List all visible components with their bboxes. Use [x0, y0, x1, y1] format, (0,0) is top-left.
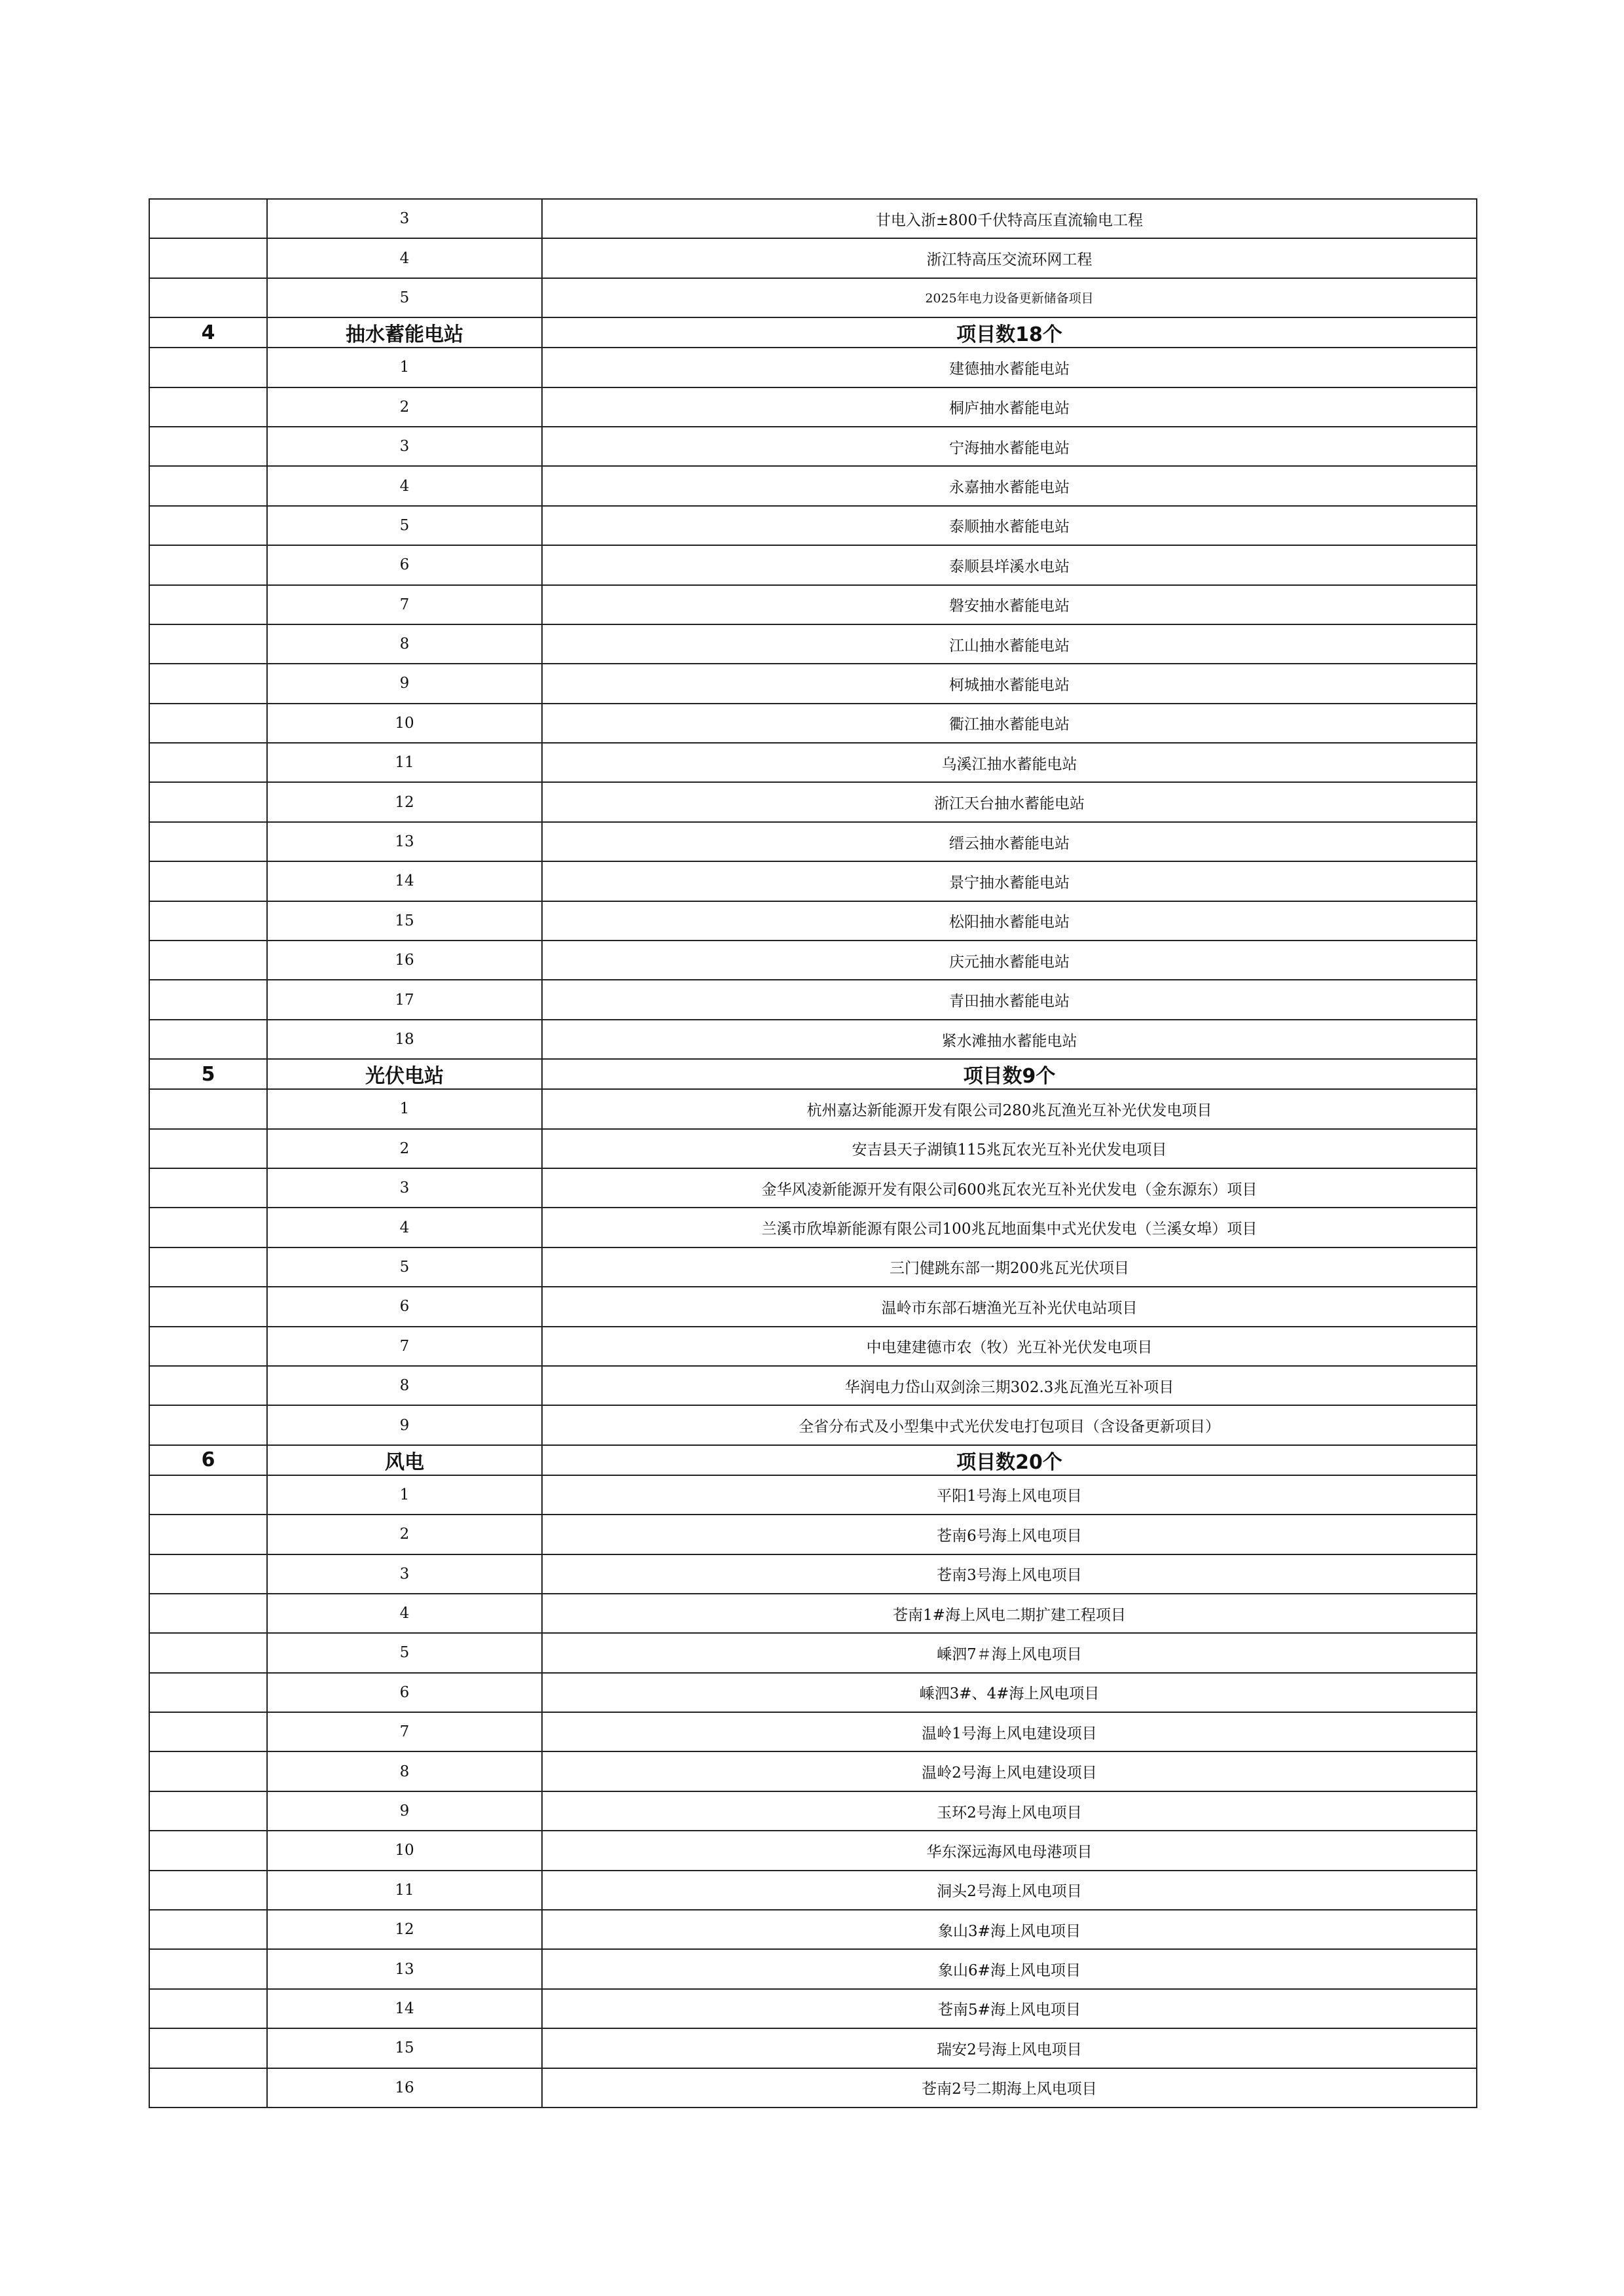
row-index-cell — [149, 238, 267, 278]
project-name: 华东深远海风电母港项目 — [542, 1831, 1477, 1870]
row-number: 15 — [267, 901, 542, 941]
section-category: 光伏电站 — [267, 1059, 542, 1089]
project-table-body — [149, 199, 1477, 2108]
table-row — [149, 861, 1477, 901]
project-name: 衢江抽水蓄能电站 — [542, 704, 1477, 743]
project-name: 青田抽水蓄能电站 — [542, 980, 1477, 1019]
row-number: 5 — [267, 278, 542, 317]
project-name: 浙江特高压交流环网工程 — [542, 238, 1477, 278]
row-index-cell — [149, 664, 267, 703]
table-row — [149, 2028, 1477, 2068]
table-row — [149, 941, 1477, 980]
section-index: 4 — [149, 317, 267, 348]
project-name: 泰顺县垟溪水电站 — [542, 545, 1477, 584]
row-index-cell — [149, 1405, 267, 1444]
row-index-cell — [149, 1910, 267, 1949]
project-name: 永嘉抽水蓄能电站 — [542, 466, 1477, 505]
row-index-cell — [149, 278, 267, 317]
project-name: 象山3#海上风电项目 — [542, 1910, 1477, 1949]
project-name: 象山6#海上风电项目 — [542, 1949, 1477, 1988]
project-name: 嵊泗7＃海上风电项目 — [542, 1633, 1477, 1672]
row-number: 18 — [267, 1020, 542, 1059]
row-index-cell — [149, 1129, 267, 1168]
row-number: 4 — [267, 1208, 542, 1247]
row-number: 3 — [267, 199, 542, 238]
project-name: 江山抽水蓄能电站 — [542, 624, 1477, 664]
section-index: 6 — [149, 1445, 267, 1475]
row-index-cell — [149, 624, 267, 664]
table-row — [149, 1633, 1477, 1672]
table-row — [149, 585, 1477, 624]
row-number: 11 — [267, 743, 542, 782]
section-project-count: 项目数9个 — [542, 1059, 1477, 1089]
row-number: 16 — [267, 2068, 542, 2108]
row-number: 8 — [267, 1751, 542, 1791]
project-name: 泰顺抽水蓄能电站 — [542, 506, 1477, 545]
project-name: 柯城抽水蓄能电站 — [542, 664, 1477, 703]
row-number: 9 — [267, 664, 542, 703]
row-number: 13 — [267, 1949, 542, 1988]
row-index-cell — [149, 861, 267, 901]
project-name: 嵊泗3#、4#海上风电项目 — [542, 1673, 1477, 1712]
row-index-cell — [149, 1831, 267, 1870]
row-number: 3 — [267, 1168, 542, 1208]
project-name: 温岭1号海上风电建设项目 — [542, 1712, 1477, 1751]
row-index-cell — [149, 2028, 267, 2068]
row-index-cell — [149, 822, 267, 861]
project-name: 杭州嘉达新能源开发有限公司280兆瓦渔光互补光伏发电项目 — [542, 1089, 1477, 1128]
table-row — [149, 1020, 1477, 1059]
row-number: 15 — [267, 2028, 542, 2068]
table-row — [149, 1129, 1477, 1168]
project-name: 瑞安2号海上风电项目 — [542, 2028, 1477, 2068]
row-number: 5 — [267, 1633, 542, 1672]
row-number: 7 — [267, 1712, 542, 1751]
row-index-cell — [149, 1366, 267, 1405]
row-index-cell — [149, 1515, 267, 1554]
row-number: 2 — [267, 387, 542, 427]
table-row — [149, 664, 1477, 703]
row-index-cell — [149, 1712, 267, 1751]
table-row — [149, 1168, 1477, 1208]
row-index-cell — [149, 1475, 267, 1515]
row-number: 13 — [267, 822, 542, 861]
project-name: 2025年电力设备更新储备项目 — [542, 278, 1477, 317]
row-number: 3 — [267, 1554, 542, 1594]
row-number: 11 — [267, 1871, 542, 1910]
row-index-cell — [149, 1287, 267, 1326]
row-index-cell — [149, 941, 267, 980]
row-index-cell — [149, 743, 267, 782]
row-index-cell — [149, 1673, 267, 1712]
table-row — [149, 624, 1477, 664]
section-project-count: 项目数18个 — [542, 317, 1477, 348]
table-row — [149, 1515, 1477, 1554]
table-row — [149, 427, 1477, 466]
row-index-cell — [149, 1208, 267, 1247]
table-row — [149, 1208, 1477, 1247]
project-name: 宁海抽水蓄能电站 — [542, 427, 1477, 466]
row-number: 1 — [267, 1089, 542, 1128]
table-row — [149, 1089, 1477, 1128]
table-row — [149, 704, 1477, 743]
row-index-cell — [149, 980, 267, 1019]
table-row — [149, 1366, 1477, 1405]
project-name: 金华风凌新能源开发有限公司600兆瓦农光互补光伏发电（金东源东）项目 — [542, 1168, 1477, 1208]
table-row — [149, 238, 1477, 278]
table-row — [149, 743, 1477, 782]
row-number: 4 — [267, 466, 542, 505]
row-index-cell — [149, 466, 267, 505]
section-header-row — [149, 317, 1477, 348]
row-index-cell — [149, 1751, 267, 1791]
row-number: 3 — [267, 427, 542, 466]
row-index-cell — [149, 1594, 267, 1633]
table-row — [149, 2068, 1477, 2108]
row-index-cell — [149, 1871, 267, 1910]
section-header-row — [149, 1059, 1477, 1089]
row-index-cell — [149, 704, 267, 743]
table-row — [149, 1673, 1477, 1712]
project-name: 平阳1号海上风电项目 — [542, 1475, 1477, 1515]
row-number: 4 — [267, 238, 542, 278]
project-name: 景宁抽水蓄能电站 — [542, 861, 1477, 901]
row-number: 2 — [267, 1129, 542, 1168]
table-row — [149, 1831, 1477, 1870]
table-row — [149, 1594, 1477, 1633]
table-row — [149, 1247, 1477, 1287]
row-index-cell — [149, 2068, 267, 2108]
table-row — [149, 1712, 1477, 1751]
row-index-cell — [149, 1168, 267, 1208]
row-index-cell — [149, 1633, 267, 1672]
row-index-cell — [149, 1327, 267, 1366]
table-row — [149, 1475, 1477, 1515]
table-row — [149, 1871, 1477, 1910]
row-index-cell — [149, 545, 267, 584]
row-index-cell — [149, 782, 267, 821]
row-number: 9 — [267, 1791, 542, 1831]
row-number: 8 — [267, 624, 542, 664]
project-name: 苍南6号海上风电项目 — [542, 1515, 1477, 1554]
project-name: 温岭市东部石塘渔光互补光伏电站项目 — [542, 1287, 1477, 1326]
row-index-cell — [149, 348, 267, 387]
table-row — [149, 387, 1477, 427]
project-name: 浙江天台抽水蓄能电站 — [542, 782, 1477, 821]
row-index-cell — [149, 585, 267, 624]
table-row — [149, 348, 1477, 387]
row-number: 8 — [267, 1366, 542, 1405]
project-name: 温岭2号海上风电建设项目 — [542, 1751, 1477, 1791]
table-row — [149, 1287, 1477, 1326]
table-row — [149, 545, 1477, 584]
table-row — [149, 822, 1477, 861]
project-name: 苍南3号海上风电项目 — [542, 1554, 1477, 1594]
row-number: 1 — [267, 348, 542, 387]
row-number: 6 — [267, 545, 542, 584]
row-number: 7 — [267, 585, 542, 624]
row-number: 12 — [267, 1910, 542, 1949]
project-name: 全省分布式及小型集中式光伏发电打包项目（含设备更新项目） — [542, 1405, 1477, 1444]
project-name: 甘电入浙±800千伏特高压直流输电工程 — [542, 199, 1477, 238]
section-index: 5 — [149, 1059, 267, 1089]
table-row — [149, 1554, 1477, 1594]
row-number: 2 — [267, 1515, 542, 1554]
row-index-cell — [149, 199, 267, 238]
row-number: 4 — [267, 1594, 542, 1633]
project-name: 磐安抽水蓄能电站 — [542, 585, 1477, 624]
row-index-cell — [149, 901, 267, 941]
project-name: 桐庐抽水蓄能电站 — [542, 387, 1477, 427]
table-row — [149, 1327, 1477, 1366]
table-row — [149, 901, 1477, 941]
project-name: 洞头2号海上风电项目 — [542, 1871, 1477, 1910]
table-row — [149, 466, 1477, 505]
row-number: 10 — [267, 1831, 542, 1870]
row-index-cell — [149, 387, 267, 427]
table-row — [149, 1751, 1477, 1791]
row-index-cell — [149, 1020, 267, 1059]
project-name: 建德抽水蓄能电站 — [542, 348, 1477, 387]
project-name: 中电建建德市农（牧）光互补光伏发电项目 — [542, 1327, 1477, 1366]
project-name: 安吉县天子湖镇115兆瓦农光互补光伏发电项目 — [542, 1129, 1477, 1168]
row-number: 12 — [267, 782, 542, 821]
project-name: 苍南5#海上风电项目 — [542, 1989, 1477, 2028]
row-index-cell — [149, 1089, 267, 1128]
section-category: 风电 — [267, 1445, 542, 1475]
table-row — [149, 1405, 1477, 1444]
table-row — [149, 1791, 1477, 1831]
row-number: 14 — [267, 1989, 542, 2028]
row-index-cell — [149, 1949, 267, 1988]
table-row — [149, 1910, 1477, 1949]
project-name: 三门健跳东部一期200兆瓦光伏项目 — [542, 1247, 1477, 1287]
row-number: 5 — [267, 1247, 542, 1287]
section-header-row — [149, 1445, 1477, 1475]
project-name: 松阳抽水蓄能电站 — [542, 901, 1477, 941]
row-index-cell — [149, 1791, 267, 1831]
table-row — [149, 278, 1477, 317]
row-number: 6 — [267, 1673, 542, 1712]
project-name: 乌溪江抽水蓄能电站 — [542, 743, 1477, 782]
section-project-count: 项目数20个 — [542, 1445, 1477, 1475]
project-name: 缙云抽水蓄能电站 — [542, 822, 1477, 861]
row-number: 5 — [267, 506, 542, 545]
row-number: 1 — [267, 1475, 542, 1515]
project-name: 华润电力岱山双剑涂三期302.3兆瓦渔光互补项目 — [542, 1366, 1477, 1405]
row-number: 9 — [267, 1405, 542, 1444]
row-index-cell — [149, 1554, 267, 1594]
table-row — [149, 506, 1477, 545]
row-number: 10 — [267, 704, 542, 743]
project-name: 庆元抽水蓄能电站 — [542, 941, 1477, 980]
project-name: 玉环2号海上风电项目 — [542, 1791, 1477, 1831]
row-index-cell — [149, 427, 267, 466]
project-name: 兰溪市欣埠新能源有限公司100兆瓦地面集中式光伏发电（兰溪女埠）项目 — [542, 1208, 1477, 1247]
project-table — [149, 198, 1477, 2108]
row-number: 17 — [267, 980, 542, 1019]
row-number: 6 — [267, 1287, 542, 1326]
row-number: 7 — [267, 1327, 542, 1366]
table-row — [149, 980, 1477, 1019]
section-category: 抽水蓄能电站 — [267, 317, 542, 348]
project-name: 苍南1#海上风电二期扩建工程项目 — [542, 1594, 1477, 1633]
row-index-cell — [149, 506, 267, 545]
project-name: 紧水滩抽水蓄能电站 — [542, 1020, 1477, 1059]
table-row — [149, 782, 1477, 821]
project-name: 苍南2号二期海上风电项目 — [542, 2068, 1477, 2108]
table-row — [149, 1989, 1477, 2028]
row-number: 14 — [267, 861, 542, 901]
table-row — [149, 1949, 1477, 1988]
table-row — [149, 199, 1477, 238]
row-index-cell — [149, 1247, 267, 1287]
row-index-cell — [149, 1989, 267, 2028]
row-number: 16 — [267, 941, 542, 980]
